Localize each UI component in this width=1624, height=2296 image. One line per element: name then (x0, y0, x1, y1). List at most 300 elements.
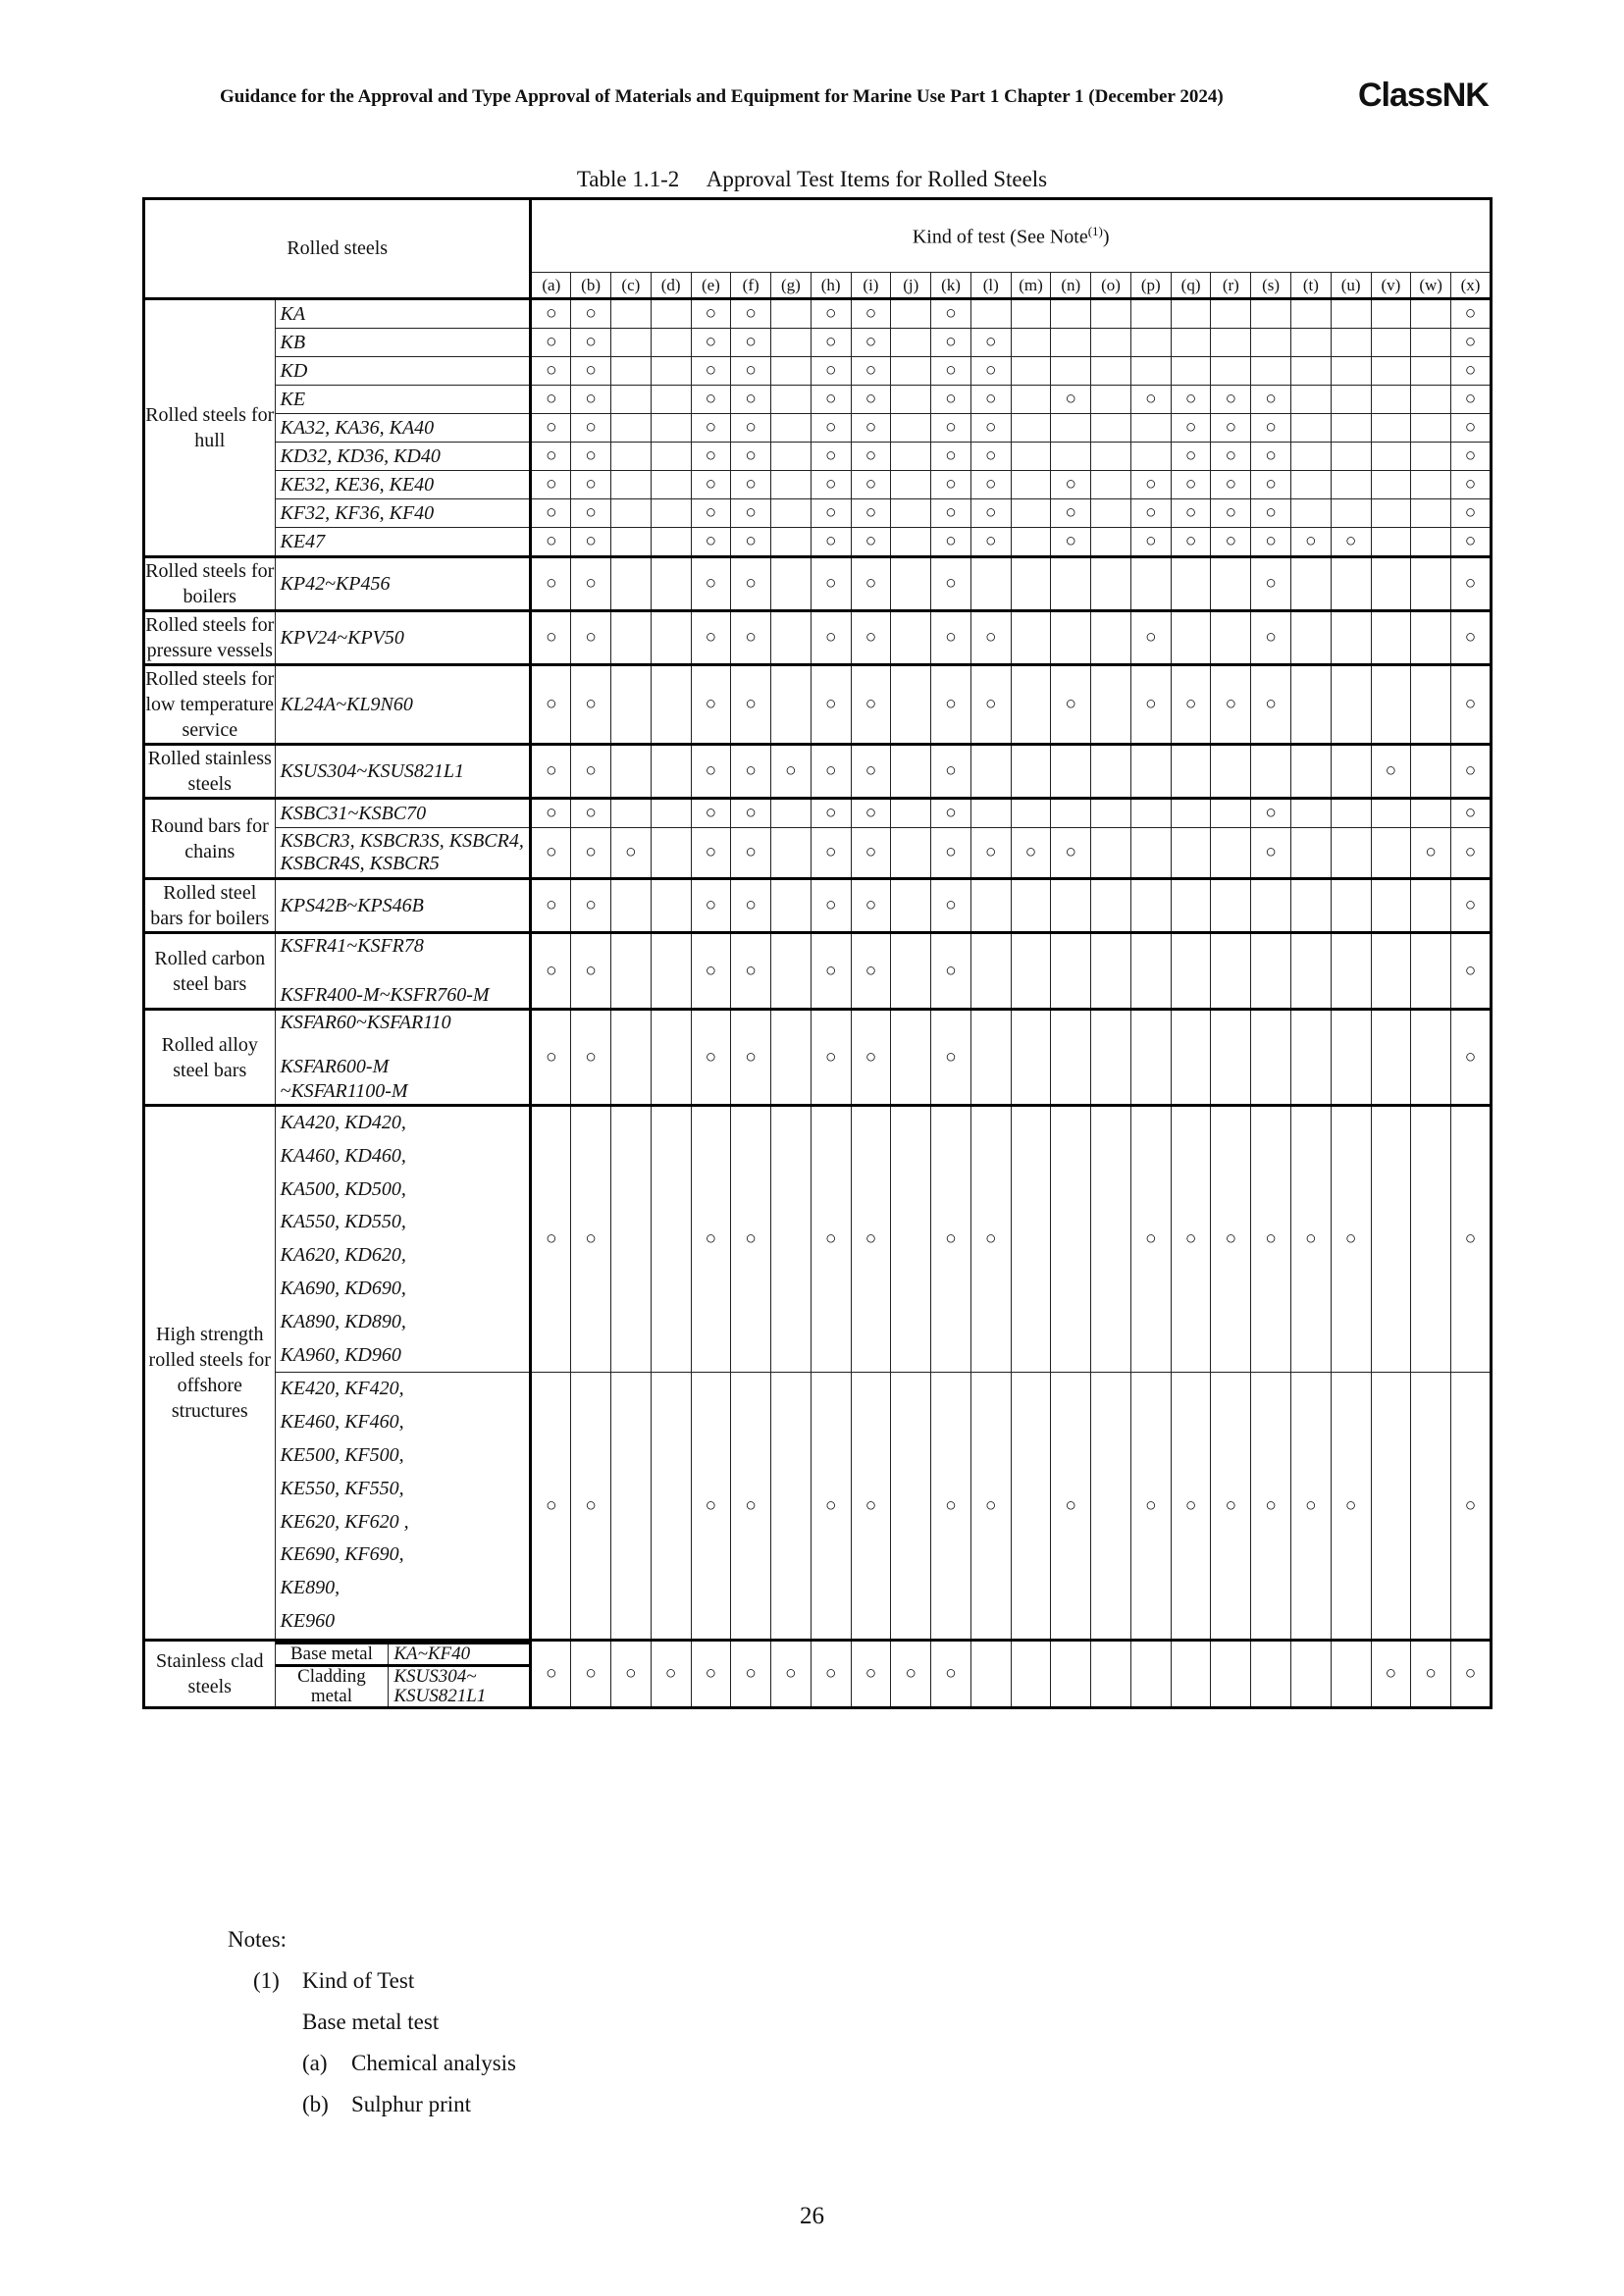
mark-cell: ○ (851, 443, 891, 471)
mark-cell: ○ (691, 299, 731, 329)
mark-cell: ○ (771, 1640, 812, 1707)
mark-cell: ○ (531, 933, 571, 1010)
mark-cell (610, 933, 651, 1010)
mark-cell (1251, 745, 1291, 799)
mark-cell: ○ (691, 1640, 731, 1707)
mark-cell: ○ (851, 414, 891, 443)
grade-line: KA550, KD550, (280, 1211, 406, 1233)
mark-cell: ○ (931, 471, 971, 499)
mark-cell (651, 1373, 691, 1640)
test-code-g: (g) (771, 273, 812, 299)
mark-cell (1091, 799, 1131, 828)
mark-cell (1091, 299, 1131, 329)
mark-cell: ○ (531, 611, 571, 665)
mark-cell: ○ (851, 528, 891, 557)
mark-cell (1171, 1010, 1211, 1106)
mark-cell: ○ (691, 1106, 731, 1373)
mark-cell: ○ (731, 443, 771, 471)
mark-cell: ○ (531, 1010, 571, 1106)
mark-cell (651, 1010, 691, 1106)
mark-cell (1091, 828, 1131, 879)
mark-cell: ○ (811, 329, 851, 357)
mark-cell (1091, 879, 1131, 933)
mark-cell (1411, 499, 1451, 528)
mark-cell: ○ (1171, 471, 1211, 499)
grade-cell (275, 1010, 531, 1106)
cladding-grade-line: KSUS821L1 (393, 1685, 487, 1706)
mark-cell (771, 665, 812, 745)
mark-cell: ○ (1130, 665, 1171, 745)
mark-cell (1171, 799, 1211, 828)
mark-cell (1251, 933, 1291, 1010)
mark-cell (1130, 357, 1171, 386)
mark-cell (1411, 471, 1451, 499)
mark-cell (1371, 1106, 1411, 1373)
mark-cell: ○ (691, 611, 731, 665)
table-row (144, 1010, 1492, 1106)
mark-cell: ○ (931, 414, 971, 443)
mark-cell (771, 528, 812, 557)
mark-cell: ○ (691, 1373, 731, 1640)
table-row (144, 611, 1492, 665)
mark-cell (610, 299, 651, 329)
mark-cell (891, 611, 931, 665)
mark-cell (1091, 1640, 1131, 1707)
mark-cell (771, 443, 812, 471)
mark-cell (1011, 357, 1051, 386)
mark-cell: ○ (571, 799, 611, 828)
mark-cell (891, 499, 931, 528)
grade-cell: KF32, KF36, KF40 (275, 499, 531, 528)
category-label: Rolled steels for boilers (144, 557, 276, 611)
mark-cell: ○ (1171, 499, 1211, 528)
test-code-d: (d) (651, 273, 691, 299)
mark-cell (1011, 745, 1051, 799)
mark-cell: ○ (531, 1640, 571, 1707)
mark-cell: ○ (811, 1010, 851, 1106)
mark-cell (651, 528, 691, 557)
mark-cell: ○ (811, 828, 851, 879)
mark-cell: ○ (1171, 665, 1211, 745)
mark-cell (1051, 414, 1091, 443)
grade-line: KA620, KD620, (280, 1244, 406, 1267)
category-label: Rolled steels for hull (144, 299, 276, 557)
clad-grade-cell (275, 1640, 531, 1707)
grade-line: KE500, KF500, (280, 1443, 404, 1466)
mark-cell (1011, 386, 1051, 414)
mark-cell: ○ (731, 828, 771, 879)
table-row (144, 414, 1492, 443)
test-code-t: (t) (1290, 273, 1331, 299)
mark-cell (1290, 386, 1331, 414)
mark-cell (1331, 611, 1371, 665)
cladding-metal-label: Cladding metal (276, 1665, 389, 1706)
mark-cell: ○ (931, 799, 971, 828)
grade-line: KE960 (280, 1609, 336, 1632)
mark-cell: ○ (1451, 1640, 1492, 1707)
mark-cell (1251, 879, 1291, 933)
mark-cell: ○ (851, 665, 891, 745)
mark-cell: ○ (691, 443, 731, 471)
mark-cell (771, 471, 812, 499)
mark-cell: ○ (571, 557, 611, 611)
test-code-q: (q) (1171, 273, 1211, 299)
mark-cell (891, 557, 931, 611)
table-row (144, 665, 1492, 745)
mark-cell (1290, 299, 1331, 329)
grade-line: KA420, KD420, (280, 1112, 406, 1133)
mark-cell (1371, 471, 1411, 499)
mark-cell (651, 443, 691, 471)
table-row (144, 499, 1492, 528)
mark-cell: ○ (1451, 471, 1492, 499)
mark-cell (1171, 299, 1211, 329)
mark-cell: ○ (931, 828, 971, 879)
mark-cell (1171, 357, 1211, 386)
table-row (144, 471, 1492, 499)
mark-cell (1411, 933, 1451, 1010)
mark-cell (891, 1106, 931, 1373)
grade-line: KSFAR60~KSFAR110 (280, 1012, 451, 1033)
mark-cell: ○ (571, 414, 611, 443)
table-row (144, 329, 1492, 357)
mark-cell: ○ (731, 1106, 771, 1373)
table-row (144, 1373, 1492, 1640)
mark-cell (651, 933, 691, 1010)
grade-cell: KSBCR3, KSBCR3S, KSBCR4, KSBCR4S, KSBCR5 (275, 828, 531, 879)
category-label: Round bars for chains (144, 799, 276, 879)
mark-cell: ○ (851, 745, 891, 799)
mark-cell: ○ (811, 745, 851, 799)
mark-cell (610, 1106, 651, 1373)
mark-cell: ○ (1051, 528, 1091, 557)
category-label: Rolled alloy steel bars (144, 1010, 276, 1106)
mark-cell: ○ (691, 357, 731, 386)
mark-cell (1011, 1106, 1051, 1373)
page-header (0, 77, 1624, 116)
mark-cell (1331, 443, 1371, 471)
mark-cell (1130, 1010, 1171, 1106)
mark-cell (1411, 799, 1451, 828)
mark-cell (1011, 799, 1051, 828)
mark-cell: ○ (1451, 528, 1492, 557)
mark-cell: ○ (851, 933, 891, 1010)
mark-cell: ○ (531, 499, 571, 528)
mark-cell (1171, 329, 1211, 357)
mark-cell (1130, 414, 1171, 443)
mark-cell: ○ (931, 745, 971, 799)
mark-cell: ○ (1451, 1373, 1492, 1640)
mark-cell (1171, 879, 1211, 933)
mark-cell (610, 443, 651, 471)
mark-cell: ○ (571, 299, 611, 329)
mark-cell: ○ (531, 443, 571, 471)
table-body (144, 199, 1492, 1708)
table-row (144, 1640, 1492, 1707)
mark-cell (891, 745, 931, 799)
mark-cell (1371, 828, 1411, 879)
mark-cell (771, 1010, 812, 1106)
mark-cell: ○ (571, 611, 611, 665)
mark-cell: ○ (1290, 528, 1331, 557)
mark-cell (1371, 386, 1411, 414)
mark-cell: ○ (731, 528, 771, 557)
grade-cell: KE32, KE36, KE40 (275, 471, 531, 499)
mark-cell: ○ (731, 1373, 771, 1640)
mark-cell: ○ (1251, 471, 1291, 499)
mark-cell (1011, 414, 1051, 443)
table-row (144, 933, 1492, 1010)
category-label: Rolled stainless steels (144, 745, 276, 799)
table-row (144, 528, 1492, 557)
mark-cell: ○ (931, 611, 971, 665)
mark-cell: ○ (1411, 1640, 1451, 1707)
mark-cell: ○ (1451, 933, 1492, 1010)
mark-cell (1411, 299, 1451, 329)
grade-line: KSFR400-M~KSFR760-M (280, 984, 490, 1006)
test-code-b: (b) (571, 273, 611, 299)
mark-cell: ○ (731, 933, 771, 1010)
mark-cell (1091, 1106, 1131, 1373)
mark-cell (1051, 1010, 1091, 1106)
mark-cell (771, 414, 812, 443)
mark-cell (1371, 799, 1411, 828)
mark-cell (610, 329, 651, 357)
mark-cell (1411, 665, 1451, 745)
mark-cell: ○ (571, 745, 611, 799)
mark-cell (1051, 299, 1091, 329)
mark-cell: ○ (811, 414, 851, 443)
mark-cell (891, 933, 931, 1010)
mark-cell: ○ (731, 357, 771, 386)
mark-cell: ○ (1211, 386, 1251, 414)
test-code-k: (k) (931, 273, 971, 299)
mark-cell (1091, 386, 1131, 414)
mark-cell: ○ (1211, 414, 1251, 443)
mark-cell (771, 357, 812, 386)
mark-cell (970, 299, 1011, 329)
test-code-l: (l) (970, 273, 1011, 299)
mark-cell (1331, 557, 1371, 611)
mark-cell: ○ (1251, 665, 1291, 745)
mark-cell: ○ (1011, 828, 1051, 879)
mark-cell (891, 414, 931, 443)
note-item-title: Kind of Test (302, 1968, 415, 1993)
note-ref: (1) (1087, 223, 1103, 238)
mark-cell: ○ (1211, 443, 1251, 471)
mark-cell (1371, 329, 1411, 357)
grade-cell: KSUS304~KSUS821L1 (275, 745, 531, 799)
category-label: Rolled steels for pressure vessels (144, 611, 276, 665)
mark-cell (1011, 299, 1051, 329)
mark-cell: ○ (970, 471, 1011, 499)
mark-cell (1011, 471, 1051, 499)
mark-cell (1211, 1010, 1251, 1106)
mark-cell: ○ (531, 414, 571, 443)
mark-cell: ○ (691, 828, 731, 879)
mark-cell: ○ (731, 1010, 771, 1106)
mark-cell (651, 745, 691, 799)
mark-cell: ○ (931, 933, 971, 1010)
mark-cell (1411, 414, 1451, 443)
mark-cell: ○ (1171, 414, 1211, 443)
mark-cell: ○ (811, 799, 851, 828)
mark-cell: ○ (1451, 357, 1492, 386)
mark-cell: ○ (970, 665, 1011, 745)
mark-cell: ○ (1451, 745, 1492, 799)
mark-cell (1251, 1640, 1291, 1707)
mark-cell (1011, 528, 1051, 557)
mark-cell: ○ (811, 357, 851, 386)
mark-cell (771, 557, 812, 611)
mark-cell: ○ (571, 357, 611, 386)
mark-cell (891, 799, 931, 828)
mark-cell: ○ (1451, 665, 1492, 745)
category-label: Rolled steel bars for boilers (144, 879, 276, 933)
mark-cell (1290, 1010, 1331, 1106)
mark-cell: ○ (1171, 1106, 1211, 1373)
mark-cell: ○ (1451, 828, 1492, 879)
corner-header: Rolled steels (144, 199, 531, 299)
mark-cell (1331, 329, 1371, 357)
mark-cell: ○ (931, 879, 971, 933)
cladding-grade-line: KSUS304~ (393, 1665, 477, 1687)
mark-cell (891, 528, 931, 557)
mark-cell (771, 799, 812, 828)
mark-cell: ○ (1451, 611, 1492, 665)
mark-cell: ○ (1171, 528, 1211, 557)
mark-cell (651, 828, 691, 879)
mark-cell: ○ (931, 1373, 971, 1640)
mark-cell (1411, 443, 1451, 471)
mark-cell (651, 557, 691, 611)
kind-of-test-label: Kind of test (See Note (912, 226, 1088, 248)
mark-cell (1411, 745, 1451, 799)
mark-cell: ○ (811, 665, 851, 745)
mark-cell (610, 611, 651, 665)
mark-cell: ○ (1211, 1106, 1251, 1373)
mark-cell (771, 299, 812, 329)
mark-cell: ○ (731, 299, 771, 329)
mark-cell (1371, 1373, 1411, 1640)
mark-cell: ○ (811, 933, 851, 1010)
mark-cell (1171, 1640, 1211, 1707)
mark-cell (970, 879, 1011, 933)
mark-cell (1011, 499, 1051, 528)
test-code-h: (h) (811, 273, 851, 299)
mark-cell (1211, 1640, 1251, 1707)
mark-cell: ○ (531, 528, 571, 557)
mark-cell (1011, 933, 1051, 1010)
test-code-u: (u) (1331, 273, 1371, 299)
mark-cell (1091, 414, 1131, 443)
mark-cell: ○ (691, 933, 731, 1010)
mark-cell (1290, 557, 1331, 611)
mark-cell: ○ (691, 665, 731, 745)
notes-title: Notes: (228, 1927, 288, 1952)
mark-cell: ○ (851, 1640, 891, 1707)
mark-cell: ○ (691, 1010, 731, 1106)
mark-cell (651, 414, 691, 443)
mark-cell: ○ (1251, 828, 1291, 879)
mark-cell (891, 1010, 931, 1106)
mark-cell: ○ (811, 611, 851, 665)
mark-cell: ○ (1130, 528, 1171, 557)
mark-cell: ○ (691, 414, 731, 443)
mark-cell (1290, 499, 1331, 528)
mark-cell: ○ (811, 471, 851, 499)
mark-cell: ○ (1251, 799, 1291, 828)
grade-cell: KSBC31~KSBC70 (275, 799, 531, 828)
mark-cell (970, 557, 1011, 611)
mark-cell (610, 528, 651, 557)
mark-cell: ○ (891, 1640, 931, 1707)
mark-cell (771, 879, 812, 933)
mark-cell (1130, 933, 1171, 1010)
mark-cell: ○ (1251, 528, 1291, 557)
mark-cell: ○ (1251, 611, 1291, 665)
mark-cell (1130, 799, 1171, 828)
mark-cell (891, 329, 931, 357)
mark-cell: ○ (811, 443, 851, 471)
mark-cell (1251, 1010, 1291, 1106)
grade-cell: KPV24~KPV50 (275, 611, 531, 665)
mark-cell: ○ (931, 665, 971, 745)
grade-cell (275, 1106, 531, 1373)
mark-cell (1290, 611, 1331, 665)
mark-cell: ○ (731, 414, 771, 443)
mark-cell (771, 611, 812, 665)
note-item-number: (1) (253, 1968, 280, 1993)
mark-cell (1411, 357, 1451, 386)
mark-cell (1371, 357, 1411, 386)
mark-cell: ○ (970, 386, 1011, 414)
mark-cell (610, 745, 651, 799)
mark-cell (1091, 1373, 1131, 1640)
grade-cell: KE (275, 386, 531, 414)
grade-cell: KB (275, 329, 531, 357)
mark-cell: ○ (691, 386, 731, 414)
mark-cell: ○ (1331, 1106, 1371, 1373)
mark-cell (891, 665, 931, 745)
mark-cell (1290, 1640, 1331, 1707)
mark-cell (1331, 933, 1371, 1010)
mark-cell: ○ (1251, 386, 1291, 414)
mark-cell (1371, 933, 1411, 1010)
mark-cell (1331, 665, 1371, 745)
mark-cell: ○ (851, 799, 891, 828)
mark-cell: ○ (531, 1106, 571, 1373)
grade-cell (275, 1373, 531, 1640)
mark-cell: ○ (931, 1010, 971, 1106)
mark-cell: ○ (851, 1106, 891, 1373)
mark-cell (1130, 557, 1171, 611)
mark-cell (1411, 557, 1451, 611)
grade-line: KE890, (280, 1577, 341, 1599)
grade-line: KA500, KD500, (280, 1177, 406, 1200)
test-code-v: (v) (1371, 273, 1411, 299)
mark-cell (1051, 799, 1091, 828)
grade-cell: KPS42B~KPS46B (275, 879, 531, 933)
mark-cell: ○ (1130, 386, 1171, 414)
mark-cell: ○ (931, 386, 971, 414)
table-row (144, 828, 1492, 879)
mark-cell: ○ (1251, 1106, 1291, 1373)
mark-cell: ○ (1451, 386, 1492, 414)
grade-cell: KA (275, 299, 531, 329)
kind-of-test-label-end: ) (1102, 226, 1110, 248)
grade-line: KE620, KF620 , (280, 1510, 409, 1533)
